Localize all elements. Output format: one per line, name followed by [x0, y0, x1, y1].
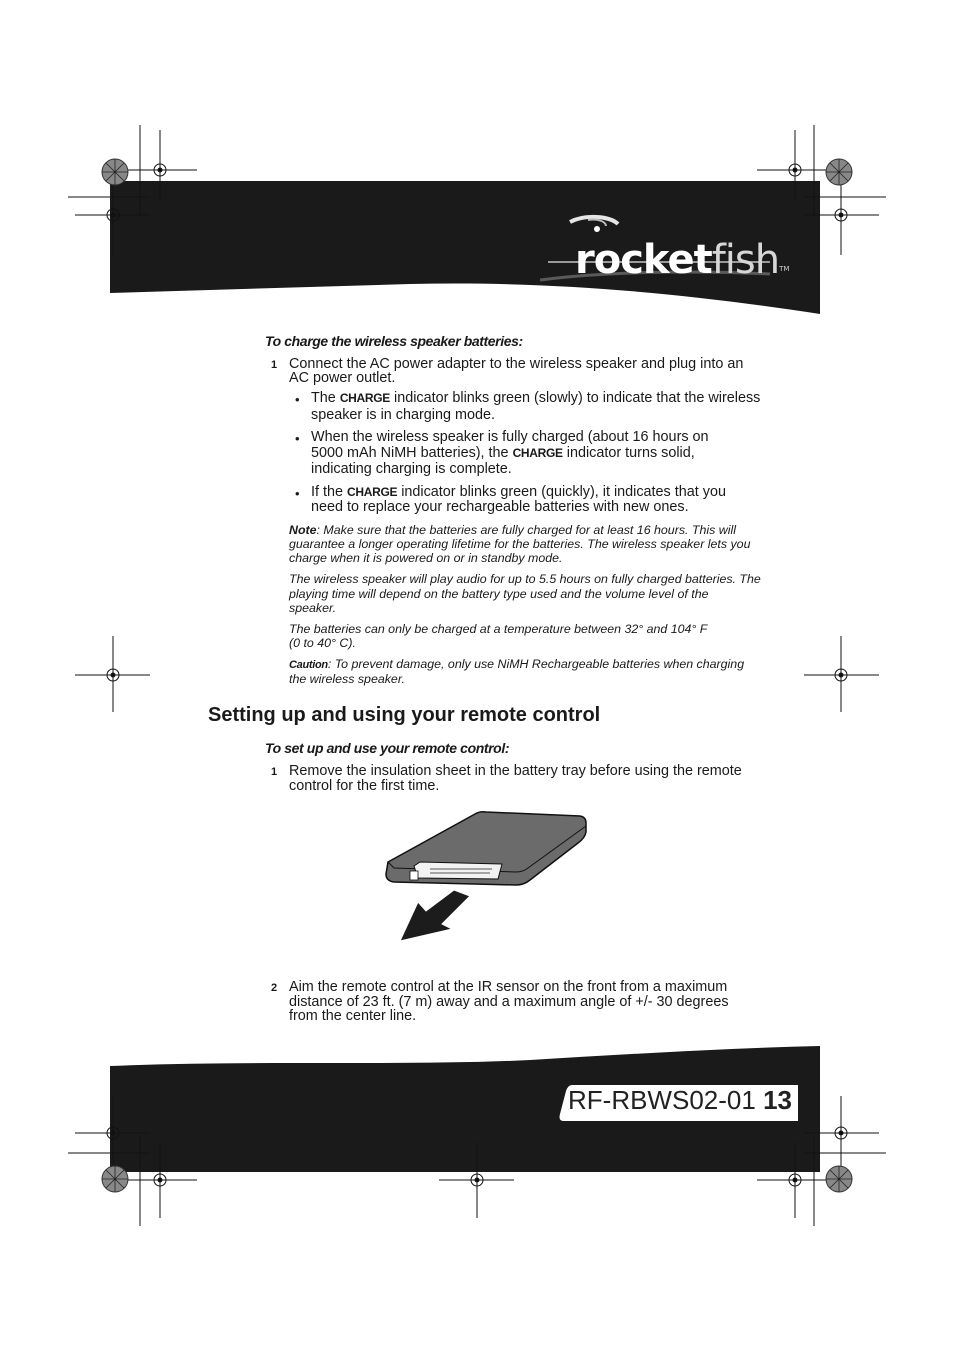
bullet-1-pre: The	[311, 390, 336, 406]
caution-text: : To prevent damage, only use NiMH Rechargeable batteries when charging	[327, 657, 745, 671]
note-label: Note	[289, 523, 317, 537]
step-1-line-1: Connect the AC power adapter to the wireless speaker and plug into an	[289, 356, 744, 372]
footer-model-label	[568, 1083, 792, 1117]
page-number: 13	[763, 1085, 792, 1115]
para-2-line-3: speaker.	[289, 601, 337, 615]
rocketfish-logo	[575, 237, 789, 283]
note-line-1	[289, 523, 736, 538]
bullet-3-post: indicator blinks green (quickly), it indicates that you	[401, 484, 726, 500]
step-1-line-2: AC power outlet.	[289, 370, 396, 386]
remote-battery-tray-illustration	[380, 808, 590, 948]
caution-label: Caution	[289, 659, 328, 671]
note-line-2: guarantee a longer operating lifetime for the batteries. The wireless speaker lets you	[289, 537, 751, 551]
logo-trademark: TM	[779, 265, 790, 273]
bullet-icon: •	[295, 431, 300, 446]
bullet-1-line-2: speaker is in charging mode.	[311, 407, 495, 423]
procedure-title-charge: To charge the wireless speaker batteries:	[265, 333, 523, 349]
note-text: : Make sure that the batteries are fully charged for at least 16 hours. This will	[316, 523, 736, 537]
bullet-3-line-1	[311, 485, 726, 500]
model-number: RF-RBWS02-01	[568, 1085, 756, 1115]
bullet-1-line-1	[311, 391, 760, 406]
bullet-1-post: indicator blinks green (slowly) to indicate that the wireless	[394, 390, 761, 406]
para-2-line-1: The wireless speaker will play audio for up to 5.5 hours on fully charged batteries. The	[289, 572, 761, 586]
bullet-icon: •	[295, 392, 300, 407]
bullet-3-pre: If the	[311, 484, 343, 500]
bullet-2-pre: 5000 mAh NiMH batteries), the	[311, 445, 509, 461]
bullet-2-line-2	[311, 446, 695, 461]
caution-line-1	[289, 657, 744, 673]
remote-step-2-line-3: from the center line.	[289, 1008, 417, 1024]
remote-step-1-line-2: control for the first time.	[289, 778, 440, 794]
note-line-3: charge when it is powered on or in standby mode.	[289, 551, 563, 565]
remote-step-1-line-1: Remove the insulation sheet in the battery tray before using the remote	[289, 763, 742, 779]
charge-keyword: CHARGE	[512, 446, 563, 460]
step-number: 1	[271, 766, 278, 778]
para-3-line-2: (0 to 40° C).	[289, 636, 356, 650]
charge-keyword: CHARGE	[339, 391, 391, 405]
step-number: 1	[271, 359, 278, 371]
logo-main-text: rocket	[575, 237, 712, 283]
para-2-line-2: playing time will depend on the battery type used and the volume level of the	[289, 587, 709, 601]
bullet-icon: •	[295, 486, 300, 501]
remote-step-2-line-1: Aim the remote control at the IR sensor on the front from a maximum	[289, 979, 728, 995]
step-number: 2	[271, 982, 278, 994]
charge-keyword: CHARGE	[347, 485, 398, 499]
procedure-title-remote: To set up and use your remote control:	[265, 740, 510, 756]
bullet-2-line-3: indicating charging is complete.	[311, 461, 512, 477]
logo-accent-text: fish	[711, 237, 780, 283]
remote-step-2-line-2: distance of 23 ft. (7 m) away and a maximum angle of +/- 30 degrees	[289, 994, 729, 1010]
bullet-3-line-2: need to replace your rechargeable batteries with new ones.	[311, 499, 689, 515]
para-3-line-1: The batteries can only be charged at a temperature between 32° and 104° F	[289, 622, 708, 636]
caution-line-2: the wireless speaker.	[289, 672, 405, 686]
bullet-2-line-1: When the wireless speaker is fully charged (about 16 hours on	[311, 429, 709, 445]
bullet-2-post: indicator turns solid,	[566, 445, 695, 461]
section-heading: Setting up and using your remote control	[208, 704, 601, 726]
